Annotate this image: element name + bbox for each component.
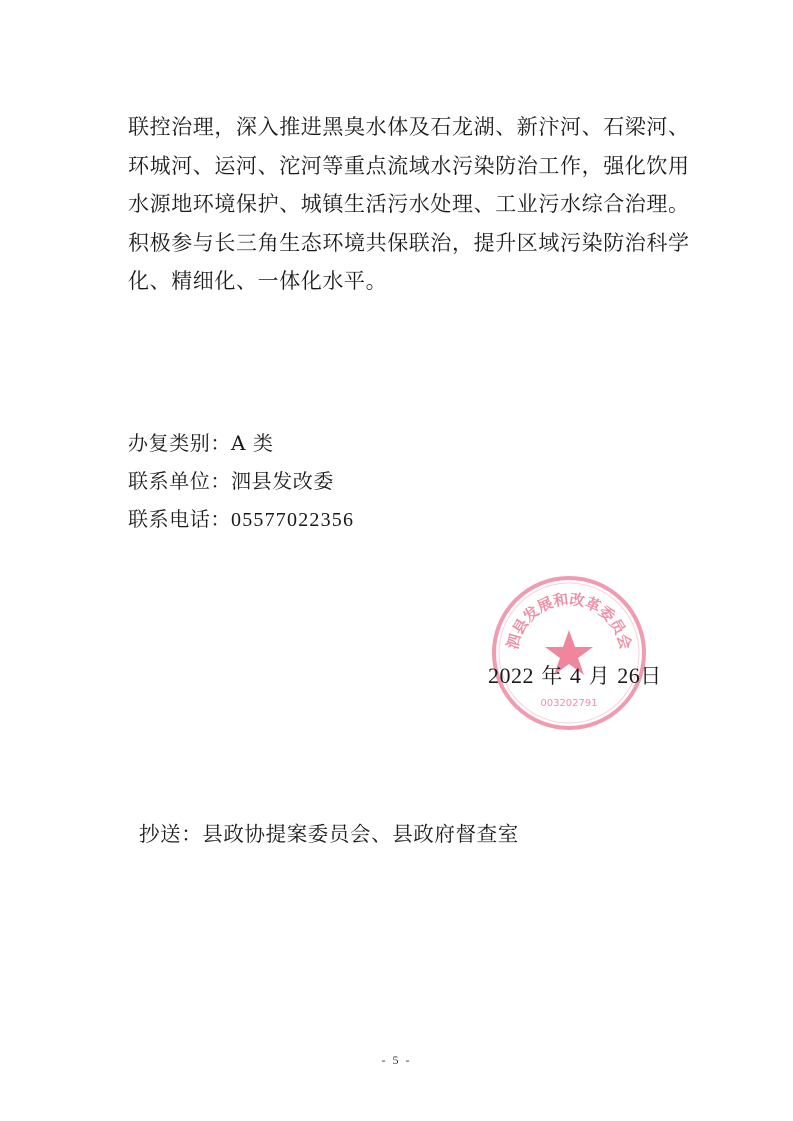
category-label: 办复类别： bbox=[128, 431, 231, 455]
phone-row bbox=[128, 500, 354, 539]
unit-label: 联系单位： bbox=[128, 469, 231, 493]
phone-value: 05577022356 bbox=[231, 509, 355, 531]
body-line: 积极参与长三角生态环境共保联治，提升区域污染防治科学 bbox=[128, 230, 690, 255]
unit-row bbox=[128, 462, 354, 500]
body-line: 水源地环境保护、城镇生活污水处理、工业污水综合治理。 bbox=[128, 192, 690, 216]
cc-line: 抄送：县政协提案委员会、县政府督查室 bbox=[139, 822, 519, 846]
seal-icon bbox=[490, 574, 648, 732]
seal-text: 泗县发展和改革委员会 bbox=[503, 590, 635, 652]
body-line: 化、精细化、一体化水平。 bbox=[128, 269, 388, 293]
seal-code: 003202791 bbox=[540, 698, 598, 709]
page-number: - 5 - bbox=[381, 1053, 412, 1067]
signing-date bbox=[488, 660, 662, 690]
body-line: 环城河、运河、沱河等重点流域水污染防治工作，强化饮用 bbox=[128, 153, 690, 178]
date-month: 4 bbox=[569, 663, 582, 688]
date-year: 2022 bbox=[488, 663, 534, 688]
official-seal bbox=[490, 574, 648, 732]
contact-info bbox=[128, 424, 354, 539]
body-line: 联控治理，深入推进黑臭水体及石龙湖、新汴河、石梁河、 bbox=[128, 115, 690, 139]
date-year-unit: 年 bbox=[541, 664, 563, 688]
category-value: A 类 bbox=[231, 431, 274, 455]
body-paragraph bbox=[128, 108, 688, 301]
date-day-unit: 日 bbox=[640, 664, 662, 688]
date-month-unit: 月 bbox=[588, 664, 611, 688]
date-day: 26 bbox=[617, 663, 641, 688]
unit-value: 泗县发改委 bbox=[231, 469, 334, 493]
category-row bbox=[128, 424, 354, 462]
phone-label: 联系电话： bbox=[128, 507, 231, 531]
